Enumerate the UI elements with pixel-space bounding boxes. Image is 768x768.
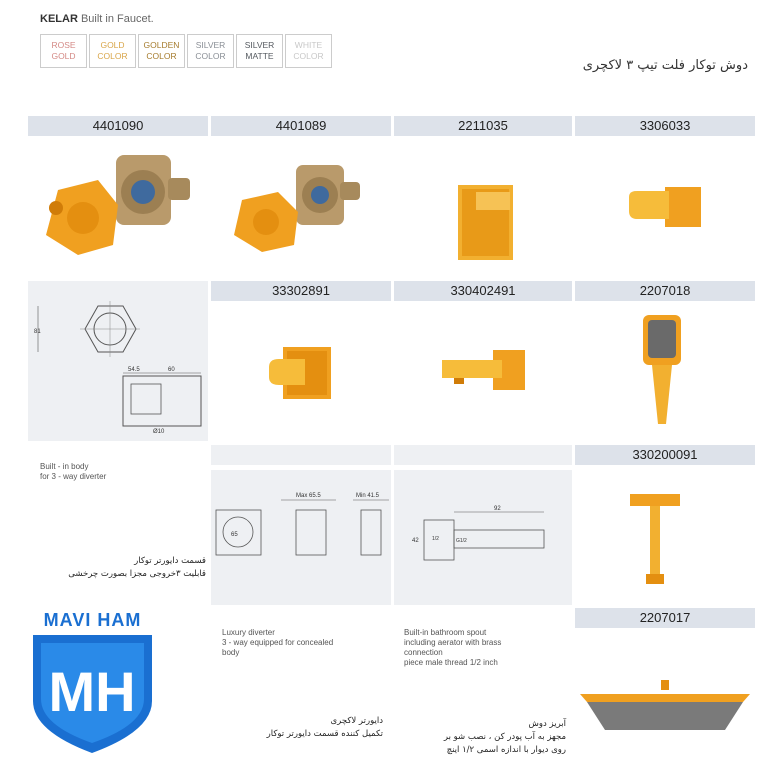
brand-name: KELAR (40, 13, 78, 25)
spout-drawing-panel (394, 470, 572, 605)
code-4401090: 4401090 (28, 116, 208, 136)
row3-spacer-right (394, 445, 572, 465)
body-drawing-panel (28, 281, 208, 441)
product-diverter-body-small (228, 160, 378, 260)
dim-min: Min 41.5 (356, 493, 380, 499)
code-3306033: 3306033 (575, 116, 755, 136)
code-2207018: 2207018 (575, 281, 755, 301)
swatch-gold: GOLD COLOR (89, 34, 136, 68)
body-desc-fa: قسمت دایورتر توکار قابلیت ۳خروجی مجزا بصورت چرخشی (68, 556, 206, 579)
spout-desc-fa: آبریز دوش مجهز به آب پودر کن ، نصب شو بر روی دیوار با اندازه اسمی ۱/۲ اینچ (443, 719, 566, 755)
code-4401089: 4401089 (211, 116, 391, 136)
product-mixer-valve (448, 180, 523, 265)
product-hand-shower (640, 312, 685, 427)
product-wall-elbow (625, 185, 705, 230)
swatch-silver-matte: SILVER MATTE (236, 34, 283, 68)
dim-half: 1/2 (432, 536, 439, 542)
code-2207017: 2207017 (575, 608, 755, 628)
dim-42: 42 (412, 538, 419, 544)
brand-line (40, 13, 154, 25)
body-desc-en: Built - in body for 3 - way diverter (40, 462, 107, 481)
row3-spacer-left (211, 445, 391, 465)
page-title: دوش توکار فلت تیپ ۳ لاکچری (582, 58, 748, 73)
dim-d10: Ø10 (153, 429, 165, 435)
dim-92: 92 (494, 506, 501, 512)
dim-81: 81 (34, 329, 41, 335)
code-33302891: 33302891 (211, 281, 391, 301)
logo-mark: MH (48, 660, 136, 723)
swatch-white: WHITE COLOR (285, 34, 332, 68)
diverter-desc-en: Luxury diverter 3 - way equipped for concealed body (222, 628, 334, 657)
product-bath-spout (438, 348, 528, 398)
spout-desc-en: Built-in bathroom spout including aerator with brass connection piece male thread 1/2 inch (404, 628, 502, 667)
code-2211035: 2211035 (394, 116, 572, 136)
logo-text: MAVI HAM (43, 610, 142, 630)
logo-shield-icon (25, 631, 160, 756)
diverter-drawing-panel (211, 470, 391, 605)
product-ceiling-arm (628, 492, 683, 587)
mavi-ham-logo (25, 610, 160, 760)
code-330402491: 330402491 (394, 281, 572, 301)
dim-g12: G1/2 (456, 538, 467, 544)
dim-max: Max 65.5 (296, 493, 321, 499)
product-luxury-diverter (265, 345, 335, 405)
dim-60: 60 (168, 367, 175, 373)
dim-54-5: 54.5 (128, 367, 140, 373)
dim-65: 65 (231, 532, 238, 538)
diverter-desc-fa: دایورتر لاکچری تکمیل کننده قسمت دایورتر توکار (266, 716, 383, 739)
code-330200091: 330200091 (575, 445, 755, 465)
product-diverter-body-large (38, 150, 198, 265)
swatch-silver: SILVER COLOR (187, 34, 234, 68)
swatch-golden: GOLDEN COLOR (138, 34, 185, 68)
swatch-rose-gold: ROSE GOLD (40, 34, 87, 68)
brand-subtitle: Built in Faucet. (80, 13, 154, 25)
product-rain-head (575, 680, 755, 740)
